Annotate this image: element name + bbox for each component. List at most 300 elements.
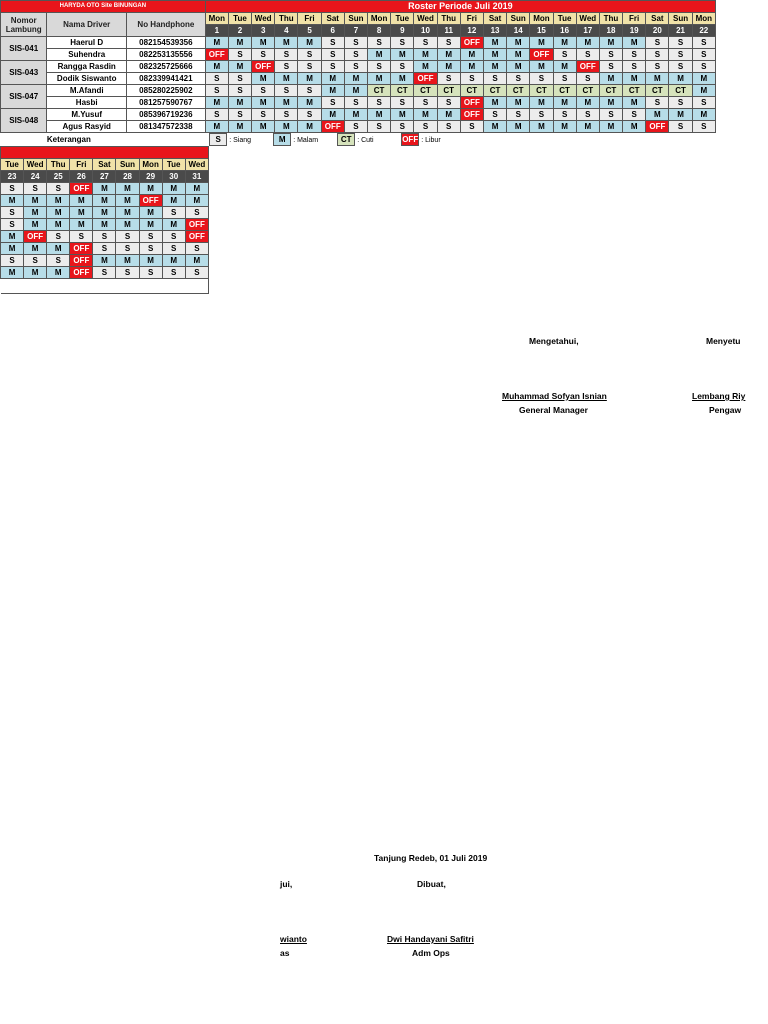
shift-cell: M xyxy=(368,73,391,85)
shift-cell: M xyxy=(162,195,185,207)
day-name: Sun xyxy=(344,13,367,25)
table-row xyxy=(1,195,209,207)
day-name: Fri xyxy=(460,13,483,25)
shift-cell: S xyxy=(344,61,367,73)
legend xyxy=(205,133,715,147)
shift-cell: M xyxy=(93,195,116,207)
header-hp: No Handphone xyxy=(127,13,206,37)
shift-cell: M xyxy=(530,121,553,133)
day-name: Sun xyxy=(116,159,139,171)
day-number: 7 xyxy=(344,25,367,37)
shift-cell: S xyxy=(93,267,116,279)
shift-cell: OFF xyxy=(185,231,208,243)
shift-cell: M xyxy=(70,195,93,207)
shift-cell: M xyxy=(205,61,228,73)
shift-cell: S xyxy=(530,109,553,121)
shift-cell: M xyxy=(70,219,93,231)
shift-cell: M xyxy=(116,255,139,267)
shift-cell: M xyxy=(576,97,599,109)
driver-name: M.Afandi xyxy=(47,85,127,97)
shift-cell: M xyxy=(47,219,70,231)
shift-cell: M xyxy=(162,183,185,195)
shift-cell: S xyxy=(599,61,622,73)
shift-cell: S xyxy=(646,49,669,61)
day-name: Mon xyxy=(139,159,162,171)
day-name: Sat xyxy=(646,13,669,25)
shift-cell: CT xyxy=(414,85,437,97)
day-number: 14 xyxy=(507,25,530,37)
shift-cell: S xyxy=(1,183,24,195)
day-name: Tue xyxy=(391,13,414,25)
shift-cell: S xyxy=(24,255,47,267)
shift-cell: S xyxy=(692,97,715,109)
shift-cell: S xyxy=(275,49,298,61)
shift-cell: M xyxy=(93,255,116,267)
shift-cell: S xyxy=(275,61,298,73)
day-name: Wed xyxy=(252,13,275,25)
shift-cell: S xyxy=(437,97,460,109)
day-number: 8 xyxy=(368,25,391,37)
shift-cell: S xyxy=(205,85,228,97)
legend-text: : Malam xyxy=(293,137,319,144)
shift-cell: S xyxy=(321,49,344,61)
shift-cell: S xyxy=(553,109,576,121)
shift-cell: M xyxy=(321,73,344,85)
shift-cell: S xyxy=(391,97,414,109)
legend-label: Keterangan xyxy=(47,133,205,147)
shift-cell: M xyxy=(460,49,483,61)
shift-cell: S xyxy=(93,243,116,255)
shift-cell: S xyxy=(47,183,70,195)
shift-cell: M xyxy=(275,73,298,85)
shift-cell: CT xyxy=(507,85,530,97)
shift-cell: M xyxy=(414,61,437,73)
shift-cell: S xyxy=(252,109,275,121)
day-number: 20 xyxy=(646,25,669,37)
shift-cell: S xyxy=(228,73,251,85)
shift-cell: M xyxy=(483,37,506,49)
shift-cell: OFF xyxy=(70,183,93,195)
driver-name: Dodik Siswanto xyxy=(47,73,127,85)
day-number: 28 xyxy=(116,171,139,183)
shift-cell: M xyxy=(623,97,646,109)
shift-cell: M xyxy=(162,255,185,267)
shift-cell: S xyxy=(576,49,599,61)
shift-cell: S xyxy=(162,267,185,279)
shift-cell: S xyxy=(483,109,506,121)
shift-cell: M xyxy=(530,97,553,109)
shift-cell: CT xyxy=(669,85,692,97)
legend-swatch-off: OFF xyxy=(402,135,419,144)
gm-title: General Manager xyxy=(519,405,588,415)
shift-cell: M xyxy=(391,73,414,85)
shift-cell: S xyxy=(414,97,437,109)
gm-name: Muhammad Sofyan Isnian xyxy=(502,391,607,401)
shift-cell: OFF xyxy=(646,121,669,133)
shift-cell: M xyxy=(460,61,483,73)
left-title-fragment: as xyxy=(280,948,290,958)
shift-cell: OFF xyxy=(321,121,344,133)
place-date: Tanjung Redeb, 01 Juli 2019 xyxy=(374,853,488,863)
shift-cell: S xyxy=(414,37,437,49)
nomor-lambung: SIS-048 xyxy=(1,109,47,133)
shift-cell: S xyxy=(252,85,275,97)
shift-cell: S xyxy=(669,37,692,49)
shift-cell: M xyxy=(298,37,321,49)
shift-cell: M xyxy=(437,61,460,73)
shift-cell: M xyxy=(205,37,228,49)
shift-cell: S xyxy=(483,73,506,85)
day-name: Mon xyxy=(368,13,391,25)
shift-cell: M xyxy=(576,121,599,133)
shift-cell: M xyxy=(252,73,275,85)
company-label: HARYDA OTO Site BINUNGAN xyxy=(1,1,206,13)
legend-text: : Siang xyxy=(229,137,251,144)
shift-cell: M xyxy=(205,97,228,109)
table-row xyxy=(1,243,209,255)
shift-cell: M xyxy=(275,121,298,133)
shift-cell: S xyxy=(599,109,622,121)
supervisor-title: Pengaw xyxy=(709,405,742,415)
shift-cell: S xyxy=(669,97,692,109)
shift-cell: M xyxy=(185,183,208,195)
shift-cell: CT xyxy=(368,85,391,97)
shift-cell: S xyxy=(1,207,24,219)
shift-cell: M xyxy=(553,37,576,49)
shift-cell: M xyxy=(599,73,622,85)
shift-cell: S xyxy=(507,73,530,85)
shift-cell: M xyxy=(47,195,70,207)
shift-cell: M xyxy=(692,85,715,97)
shift-cell: S xyxy=(368,121,391,133)
shift-cell: M xyxy=(47,207,70,219)
shift-cell: M xyxy=(228,37,251,49)
shift-cell: S xyxy=(646,97,669,109)
driver-phone: 085396719236 xyxy=(127,109,206,121)
day-name: Fri xyxy=(70,159,93,171)
day-number: 30 xyxy=(162,171,185,183)
table-row xyxy=(1,267,209,279)
day-name: Mon xyxy=(530,13,553,25)
shift-cell: M xyxy=(24,267,47,279)
shift-cell: M xyxy=(116,183,139,195)
driver-phone: 082325725666 xyxy=(127,61,206,73)
shift-cell: M xyxy=(344,85,367,97)
shift-cell: S xyxy=(116,267,139,279)
day-name: Tue xyxy=(228,13,251,25)
shift-cell: M xyxy=(576,37,599,49)
shift-cell: M xyxy=(1,267,24,279)
shift-cell: S xyxy=(391,37,414,49)
shift-cell: M xyxy=(437,49,460,61)
day-number: 5 xyxy=(298,25,321,37)
day-name: Sun xyxy=(507,13,530,25)
day-number: 3 xyxy=(252,25,275,37)
shift-cell: M xyxy=(669,109,692,121)
driver-phone: 081347572338 xyxy=(127,121,206,133)
day-number: 29 xyxy=(139,171,162,183)
shift-cell: S xyxy=(321,37,344,49)
legend-swatch-s: S xyxy=(209,133,227,146)
shift-cell: S xyxy=(252,49,275,61)
shift-cell: M xyxy=(24,207,47,219)
shift-cell: S xyxy=(228,85,251,97)
shift-cell: M xyxy=(93,207,116,219)
day-number: 25 xyxy=(47,171,70,183)
day-name: Fri xyxy=(623,13,646,25)
shift-cell: M xyxy=(47,267,70,279)
shift-cell: S xyxy=(344,49,367,61)
shift-cell: S xyxy=(692,61,715,73)
shift-cell: S xyxy=(185,207,208,219)
shift-cell: M xyxy=(298,121,321,133)
shift-cell: S xyxy=(460,73,483,85)
day-name: Mon xyxy=(692,13,715,25)
shift-cell: M xyxy=(623,73,646,85)
adm-name: Dwi Handayani Safitri xyxy=(387,934,474,944)
shift-cell: S xyxy=(576,109,599,121)
shift-cell: S xyxy=(47,231,70,243)
shift-cell: M xyxy=(1,243,24,255)
shift-cell: OFF xyxy=(70,243,93,255)
supervisor-name: Lembang Riy xyxy=(692,391,746,401)
shift-cell: S xyxy=(669,61,692,73)
shift-cell: M xyxy=(139,183,162,195)
day-name: Thu xyxy=(437,13,460,25)
day-name: Sat xyxy=(483,13,506,25)
shift-cell: CT xyxy=(437,85,460,97)
shift-cell: OFF xyxy=(414,73,437,85)
shift-cell: S xyxy=(298,61,321,73)
shift-cell: M xyxy=(391,109,414,121)
roster-title-band xyxy=(1,147,209,159)
legend-text: : Libur xyxy=(421,137,441,144)
day-name: Thu xyxy=(599,13,622,25)
shift-cell: M xyxy=(139,207,162,219)
shift-cell: M xyxy=(507,37,530,49)
driver-name: Agus Rasyid xyxy=(47,121,127,133)
shift-cell: M xyxy=(507,61,530,73)
shift-cell: S xyxy=(391,121,414,133)
day-name: Thu xyxy=(47,159,70,171)
shift-cell: S xyxy=(623,49,646,61)
day-number: 26 xyxy=(70,171,93,183)
shift-cell: M xyxy=(1,231,24,243)
shift-cell: S xyxy=(692,49,715,61)
shift-cell: CT xyxy=(599,85,622,97)
shift-cell: S xyxy=(185,243,208,255)
shift-cell: S xyxy=(185,267,208,279)
day-name: Wed xyxy=(414,13,437,25)
shift-cell: CT xyxy=(623,85,646,97)
shift-cell: M xyxy=(553,61,576,73)
shift-cell: M xyxy=(646,73,669,85)
shift-cell: M xyxy=(692,109,715,121)
shift-cell: M xyxy=(321,85,344,97)
table-row xyxy=(1,231,209,243)
day-number: 27 xyxy=(93,171,116,183)
shift-cell: S xyxy=(437,37,460,49)
shift-cell: M xyxy=(368,49,391,61)
shift-cell: OFF xyxy=(139,195,162,207)
shift-cell: CT xyxy=(646,85,669,97)
legend-swatch-ct: CT xyxy=(337,133,355,146)
legend-text: : Cuti xyxy=(357,137,374,144)
day-name: Tue xyxy=(1,159,24,171)
shift-cell: M xyxy=(93,219,116,231)
shift-cell: M xyxy=(553,121,576,133)
shift-cell: S xyxy=(70,231,93,243)
shift-cell: S xyxy=(368,37,391,49)
day-number: 11 xyxy=(437,25,460,37)
nomor-lambung: SIS-041 xyxy=(1,37,47,61)
shift-cell: M xyxy=(414,49,437,61)
shift-cell: S xyxy=(391,61,414,73)
shift-cell: OFF xyxy=(530,49,553,61)
day-number: 15 xyxy=(530,25,553,37)
shift-cell: S xyxy=(116,231,139,243)
shift-cell: OFF xyxy=(460,97,483,109)
shift-cell: S xyxy=(321,61,344,73)
shift-cell: S xyxy=(139,231,162,243)
shift-cell: S xyxy=(298,109,321,121)
shift-cell: S xyxy=(228,49,251,61)
shift-cell: M xyxy=(70,207,93,219)
roster-table-part1 xyxy=(0,0,716,146)
table-row xyxy=(1,109,716,121)
shift-cell: S xyxy=(368,97,391,109)
legend-swatch-m: M xyxy=(273,133,291,146)
shift-cell: S xyxy=(139,243,162,255)
shift-cell: S xyxy=(162,207,185,219)
driver-phone: 085280225902 xyxy=(127,85,206,97)
shift-cell: S xyxy=(692,121,715,133)
shift-cell: M xyxy=(93,183,116,195)
table-row xyxy=(1,97,716,109)
shift-cell: M xyxy=(185,195,208,207)
day-number: 4 xyxy=(275,25,298,37)
shift-cell: S xyxy=(437,121,460,133)
shift-cell: M xyxy=(483,49,506,61)
shift-cell: S xyxy=(139,267,162,279)
table-row xyxy=(1,73,716,85)
shift-cell: S xyxy=(275,109,298,121)
shift-cell: M xyxy=(530,61,553,73)
shift-cell: M xyxy=(298,73,321,85)
shift-cell: OFF xyxy=(70,255,93,267)
shift-cell: M xyxy=(116,207,139,219)
day-name: Wed xyxy=(576,13,599,25)
day-number: 12 xyxy=(460,25,483,37)
mengetahui-fragment: jui, xyxy=(280,879,293,889)
table-row xyxy=(1,207,209,219)
driver-name: M.Yusuf xyxy=(47,109,127,121)
shift-cell: S xyxy=(116,243,139,255)
header-nomor: Nomor Lambung xyxy=(1,13,47,37)
shift-cell: M xyxy=(483,61,506,73)
shift-cell: CT xyxy=(391,85,414,97)
table-row xyxy=(1,61,716,73)
shift-cell: S xyxy=(599,49,622,61)
driver-name: Hasbi xyxy=(47,97,127,109)
day-number: 19 xyxy=(623,25,646,37)
shift-cell: M xyxy=(185,255,208,267)
table-row xyxy=(1,85,716,97)
shift-cell: M xyxy=(228,121,251,133)
shift-cell: M xyxy=(116,219,139,231)
day-name: Wed xyxy=(185,159,208,171)
shift-cell: S xyxy=(1,219,24,231)
day-number: 6 xyxy=(321,25,344,37)
mengetahui-label: Mengetahui, xyxy=(529,336,579,346)
shift-cell: S xyxy=(162,243,185,255)
table-row xyxy=(1,121,716,133)
shift-cell: CT xyxy=(576,85,599,97)
shift-cell: M xyxy=(530,37,553,49)
table-row xyxy=(1,219,209,231)
shift-cell: OFF xyxy=(185,219,208,231)
shift-cell: S xyxy=(321,97,344,109)
shift-cell: S xyxy=(507,109,530,121)
day-name: Sat xyxy=(93,159,116,171)
shift-cell: M xyxy=(252,37,275,49)
day-name: Tue xyxy=(162,159,185,171)
shift-cell: M xyxy=(321,109,344,121)
shift-cell: S xyxy=(298,85,321,97)
driver-name: Suhendra xyxy=(47,49,127,61)
shift-cell: M xyxy=(139,255,162,267)
shift-cell: OFF xyxy=(460,37,483,49)
table-row xyxy=(1,37,716,49)
shift-cell: S xyxy=(576,73,599,85)
day-number: 2 xyxy=(228,25,251,37)
shift-cell: S xyxy=(646,61,669,73)
shift-cell: S xyxy=(530,73,553,85)
shift-cell: S xyxy=(275,85,298,97)
shift-cell: M xyxy=(507,97,530,109)
shift-cell: M xyxy=(116,195,139,207)
driver-phone: 081257590767 xyxy=(127,97,206,109)
table-row xyxy=(1,183,209,195)
shift-cell: M xyxy=(623,37,646,49)
dibuat-label: Dibuat, xyxy=(417,879,446,889)
shift-cell: S xyxy=(228,109,251,121)
day-name: Thu xyxy=(275,13,298,25)
shift-cell: M xyxy=(669,73,692,85)
adm-title: Adm Ops xyxy=(412,948,450,958)
table-row xyxy=(1,49,716,61)
day-number: 1 xyxy=(205,25,228,37)
shift-cell: M xyxy=(553,97,576,109)
shift-cell: OFF xyxy=(205,49,228,61)
shift-cell: S xyxy=(344,121,367,133)
day-name: Mon xyxy=(205,13,228,25)
menyetujui-label: Menyetu xyxy=(706,336,741,346)
shift-cell: M xyxy=(368,109,391,121)
shift-cell: S xyxy=(344,97,367,109)
shift-cell: S xyxy=(205,109,228,121)
shift-cell: M xyxy=(252,121,275,133)
day-number: 18 xyxy=(599,25,622,37)
shift-cell: M xyxy=(139,219,162,231)
shift-cell: M xyxy=(344,73,367,85)
shift-cell: S xyxy=(669,121,692,133)
shift-cell: S xyxy=(162,231,185,243)
day-number: 31 xyxy=(185,171,208,183)
day-name: Sun xyxy=(669,13,692,25)
shift-cell: M xyxy=(275,97,298,109)
shift-cell: OFF xyxy=(252,61,275,73)
